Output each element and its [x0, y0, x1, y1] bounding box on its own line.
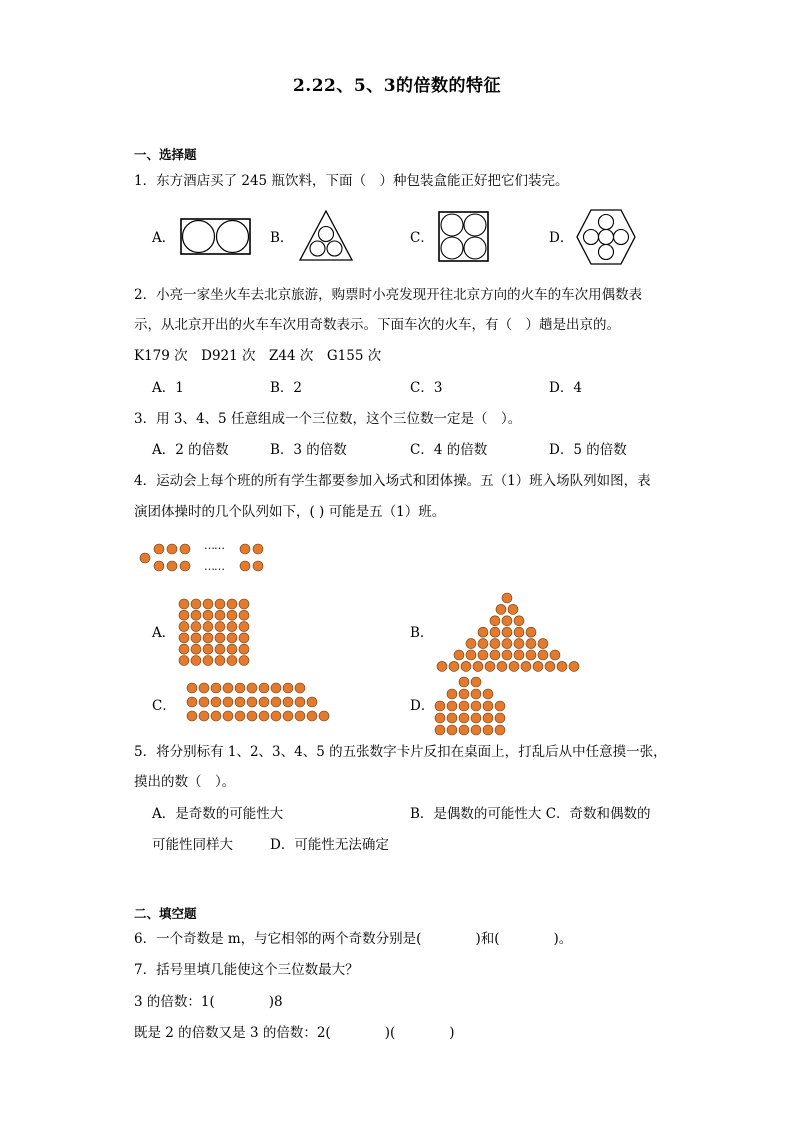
student-dot	[179, 622, 189, 632]
q3-option-d: D．5 的倍数	[549, 442, 627, 458]
student-dot	[247, 697, 257, 707]
q5-option-b-c: B．是偶数的可能性大 C．奇数和偶数的	[410, 806, 651, 822]
student-dot	[167, 544, 177, 554]
student-dot	[471, 677, 481, 687]
student-dot	[295, 697, 305, 707]
q1-stem: 1．东方酒店买了 245 瓶饮料，下面（ ）种包装盒能正好把它们装完。	[134, 173, 569, 189]
student-dot	[459, 689, 469, 699]
q5-stem-line2: 摸出的数（ ）。	[134, 774, 236, 790]
page-title: 2.22、5、3的倍数的特征	[292, 76, 502, 96]
q1-box-c-figure	[438, 211, 490, 263]
q2-trains: K179 次 D921 次 Z44 次 G155 次	[134, 348, 382, 364]
q2-stem-line1: 2．小亮一家坐火车去北京旅游，购票时小亮发现开往北京方向的火车的车次用偶数表	[134, 287, 643, 303]
student-dot	[319, 711, 329, 721]
student-dot	[191, 644, 201, 654]
student-dot	[211, 683, 221, 693]
q1-option-c: C．	[410, 230, 434, 246]
student-dot	[447, 689, 457, 699]
student-dot	[179, 656, 189, 666]
bottle-circle	[464, 237, 486, 259]
box-triangle	[300, 211, 352, 260]
student-dot	[215, 644, 225, 654]
student-dot	[497, 661, 507, 671]
student-dot	[259, 683, 269, 693]
student-dot	[550, 650, 560, 660]
student-dot	[495, 701, 505, 711]
student-dot	[483, 689, 493, 699]
q7a-text: 3 的倍数：1( )8	[134, 994, 283, 1010]
student-dot	[235, 697, 245, 707]
student-dot	[459, 713, 469, 723]
student-dot	[227, 644, 237, 654]
bottle-circle	[584, 230, 599, 245]
student-dot	[495, 713, 505, 723]
student-dot	[271, 711, 281, 721]
student-dot	[490, 639, 500, 649]
q1-option-b: B．	[270, 230, 294, 246]
student-dot	[215, 633, 225, 643]
student-dot	[490, 650, 500, 660]
student-dot	[569, 661, 579, 671]
student-dot	[271, 697, 281, 707]
student-dot	[239, 622, 249, 632]
student-dot	[509, 661, 519, 671]
q1-box-d-figure	[576, 209, 636, 265]
student-dot	[247, 683, 257, 693]
student-dot	[191, 633, 201, 643]
q4-option-d-figure	[432, 674, 504, 740]
bottle-circle	[441, 237, 463, 259]
student-dot	[538, 650, 548, 660]
student-dot	[483, 713, 493, 723]
student-dot	[449, 661, 459, 671]
section-heading-fill: 二、填空题	[134, 906, 197, 921]
student-dot	[179, 633, 189, 643]
q1-option-d: D．	[549, 230, 574, 246]
student-dot	[495, 725, 505, 735]
student-dot	[240, 544, 250, 554]
student-dot	[485, 661, 495, 671]
student-dot	[271, 683, 281, 693]
student-dot	[187, 711, 197, 721]
student-dot	[215, 610, 225, 620]
q4-stem-line2: 演团体操时的几个队列如下，( ) 可能是五（1）班。	[134, 504, 446, 520]
box-square	[439, 212, 488, 261]
student-dot	[191, 610, 201, 620]
student-dot	[283, 711, 293, 721]
student-dot	[239, 610, 249, 620]
q4-option-b: B．	[410, 625, 434, 641]
student-dot	[545, 661, 555, 671]
q4-option-a-figure	[176, 596, 256, 666]
student-dot	[283, 697, 293, 707]
student-dot	[199, 683, 209, 693]
bottle-circle	[217, 221, 249, 253]
student-dot	[502, 593, 512, 603]
student-dot	[203, 610, 213, 620]
q3-stem: 3．用 3、4、5 任意组成一个三位数，这个三位数一定是（ ）。	[134, 411, 522, 427]
q6-text: 6．一个奇数是 m，与它相邻的两个奇数分别是( )和( )。	[134, 931, 573, 947]
student-dot	[227, 599, 237, 609]
student-dot	[514, 639, 524, 649]
student-dot	[435, 701, 445, 711]
q4-option-c-figure	[184, 680, 334, 725]
q1-option-a: A．	[152, 230, 176, 246]
student-dot	[179, 599, 189, 609]
student-dot	[307, 711, 317, 721]
student-dot	[502, 627, 512, 637]
student-dot	[203, 644, 213, 654]
q4-option-a: A．	[152, 625, 176, 641]
student-dot	[187, 683, 197, 693]
student-dot	[496, 604, 506, 614]
student-dot	[247, 711, 257, 721]
student-dot	[179, 644, 189, 654]
student-dot	[533, 661, 543, 671]
student-dot	[459, 677, 469, 687]
student-dot	[253, 561, 263, 571]
student-dot	[140, 553, 150, 563]
student-dot	[239, 656, 249, 666]
student-dot	[454, 650, 464, 660]
student-dot	[538, 639, 548, 649]
student-dot	[191, 656, 201, 666]
student-dot	[203, 633, 213, 643]
box-rect	[181, 219, 250, 254]
q7b-text: 既是 2 的倍数又是 3 的倍数：2( )( )	[134, 1025, 455, 1041]
student-dot	[239, 644, 249, 654]
student-dot	[180, 544, 190, 554]
student-dot	[215, 656, 225, 666]
bottle-circle	[464, 214, 486, 236]
student-dot	[203, 599, 213, 609]
student-dot	[447, 713, 457, 723]
q4-stem-line1: 4．运动会上每个班的所有学生都要参加入场式和团体操。五（1）班入场队列如图，表	[134, 473, 651, 489]
student-dot	[203, 656, 213, 666]
q5-stem-line1: 5．将分别标有 1、2、3、4、5 的五张数字卡片反扣在桌面上，打乱后从中任意摸一张，	[134, 744, 667, 760]
student-dot	[215, 622, 225, 632]
q3-option-b: B．3 的倍数	[270, 442, 347, 458]
student-dot	[191, 622, 201, 632]
bottle-circle	[327, 241, 342, 256]
student-dot	[483, 725, 493, 735]
student-dot	[223, 697, 233, 707]
q4-option-c: C．	[152, 698, 176, 714]
bottle-circle	[599, 215, 614, 230]
student-dot	[478, 627, 488, 637]
student-dot	[295, 711, 305, 721]
student-dot	[521, 661, 531, 671]
student-dot	[223, 683, 233, 693]
student-dot	[235, 683, 245, 693]
q4-entry-formation-figure	[138, 538, 268, 578]
q3-option-a: A．2 的倍数	[152, 442, 229, 458]
student-dot	[154, 544, 164, 554]
q2-option-d: D．4	[549, 380, 582, 396]
bottle-circle	[614, 230, 629, 245]
student-dot	[259, 711, 269, 721]
student-dot	[514, 627, 524, 637]
student-dot	[295, 683, 305, 693]
student-dot	[508, 604, 518, 614]
student-dot	[179, 610, 189, 620]
student-dot	[471, 689, 481, 699]
student-dot	[461, 661, 471, 671]
student-dot	[227, 656, 237, 666]
student-dot	[187, 697, 197, 707]
q4-option-b-figure	[434, 590, 584, 670]
student-dot	[307, 697, 317, 707]
student-dot	[502, 639, 512, 649]
bottle-circle	[183, 221, 215, 253]
student-dot	[447, 701, 457, 711]
student-dot	[215, 599, 225, 609]
q4-option-d: D．	[410, 698, 435, 714]
student-dot	[502, 650, 512, 660]
q3-option-c: C．4 的倍数	[410, 442, 488, 458]
q5-option-d: D．可能性无法确定	[270, 837, 389, 853]
student-dot	[227, 610, 237, 620]
student-dot	[191, 599, 201, 609]
student-dot	[471, 725, 481, 735]
q7-text: 7．括号里填几能使这个三位数最大？	[134, 962, 359, 978]
q2-option-c: C．3	[410, 380, 443, 396]
student-dot	[490, 616, 500, 626]
student-dot	[471, 701, 481, 711]
q2-option-a: A．1	[152, 380, 184, 396]
student-dot	[227, 633, 237, 643]
student-dot	[447, 725, 457, 735]
section-heading-choice: 一、选择题	[134, 147, 197, 162]
q5-option-c-cont: 可能性同样大	[152, 837, 233, 853]
student-dot	[466, 639, 476, 649]
student-dot	[199, 697, 209, 707]
student-dot	[227, 622, 237, 632]
q4-ellipsis-bottom: ……	[204, 560, 224, 573]
student-dot	[526, 627, 536, 637]
student-dot	[199, 711, 209, 721]
student-dot	[526, 639, 536, 649]
student-dot	[240, 561, 250, 571]
student-dot	[459, 701, 469, 711]
student-dot	[557, 661, 567, 671]
student-dot	[514, 650, 524, 660]
student-dot	[473, 661, 483, 671]
q2-option-b: B．2	[270, 380, 303, 396]
q1-box-b-figure	[298, 210, 354, 262]
bottle-circle	[310, 241, 325, 256]
box-hexagon	[577, 210, 635, 264]
q4-ellipsis-top: ……	[204, 539, 224, 552]
bottle-circle	[599, 245, 614, 260]
student-dot	[203, 622, 213, 632]
student-dot	[259, 697, 269, 707]
student-dot	[502, 616, 512, 626]
bottle-circle	[441, 214, 463, 236]
student-dot	[483, 701, 493, 711]
bottle-circle	[319, 227, 334, 242]
student-dot	[223, 711, 233, 721]
student-dot	[435, 713, 445, 723]
student-dot	[154, 561, 164, 571]
student-dot	[211, 697, 221, 707]
student-dot	[239, 599, 249, 609]
student-dot	[235, 711, 245, 721]
student-dot	[435, 725, 445, 735]
student-dot	[466, 650, 476, 660]
student-dot	[211, 711, 221, 721]
student-dot	[490, 627, 500, 637]
student-dot	[180, 561, 190, 571]
student-dot	[471, 713, 481, 723]
student-dot	[253, 544, 263, 554]
q5-option-a: A．是奇数的可能性大	[152, 806, 284, 822]
bottle-circle	[599, 230, 614, 245]
q1-box-a-figure	[180, 218, 252, 256]
student-dot	[437, 661, 447, 671]
student-dot	[283, 683, 293, 693]
q2-stem-line2: 示，从北京开出的火车车次用奇数表示。下面车次的火车，有（ ）趟是出京的。	[134, 317, 620, 333]
student-dot	[478, 639, 488, 649]
student-dot	[167, 561, 177, 571]
student-dot	[239, 633, 249, 643]
student-dot	[514, 616, 524, 626]
student-dot	[459, 725, 469, 735]
student-dot	[478, 650, 488, 660]
student-dot	[526, 650, 536, 660]
